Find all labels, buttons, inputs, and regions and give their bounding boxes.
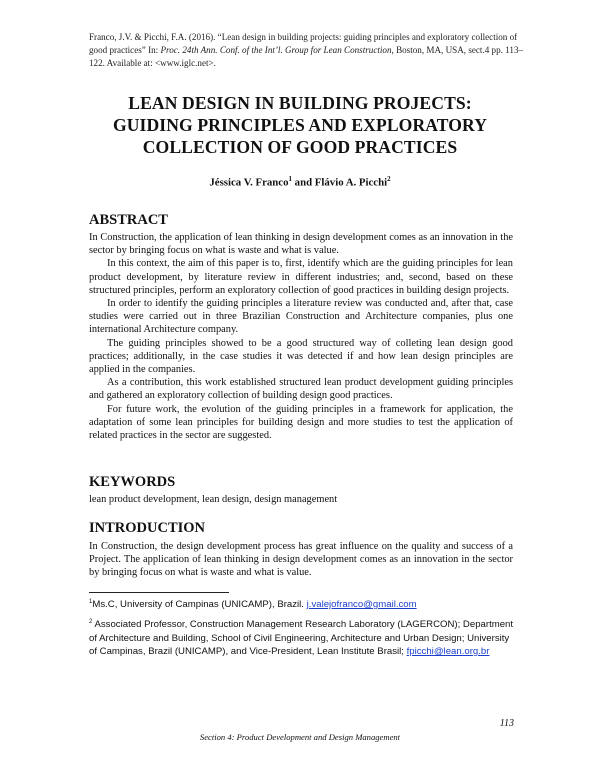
keywords-body [89,493,513,506]
abstract-heading: ABSTRACT [89,212,168,228]
author-name: Flávio A. Picchi [314,176,388,189]
citation-proceedings: Proc. 24th Ann. Conf. of the Int’l. Group for Lean Construction [160,44,392,55]
email-link[interactable]: j.valejofranco@gmail.com [306,599,417,611]
abstract-paragraph: In order to identify the guiding principles a literature review was conducted and, after that, case studies were carried out in three Brazilian Construction and Architecture companies, plus one international Architecture company. [89,298,513,336]
citation-text: Franco, J.V. & Picchi, F.A. (2016). “Lean design in building projects: guiding principles and exploratory collection of good practices” In: [89,32,518,55]
footnote-text: Ms.C, University of Campinas (UNICAMP), Brazil. [92,599,307,611]
footnote-number: 2 [89,619,93,625]
title-line: LEAN DESIGN IN BUILDING PROJECTS: [128,93,472,113]
introduction-body [89,540,513,580]
author-name: Jéssica V. Franco [209,176,289,189]
abstract-body [89,231,513,442]
author-line [60,175,540,189]
running-footer: Section 4: Product Development and Design Management [199,732,401,742]
abstract-paragraph: In Construction, the application of lean thinking in design development comes as an innovation in the sector by bringing focus on what is waste and what is value. [89,232,513,257]
paper-title [60,92,540,158]
title-line: COLLECTION OF GOOD PRACTICES [142,137,458,157]
abstract-paragraph: As a contribution, this work established structured lean product development guiding principles and gathered an exploratory collection of building design good practices. [89,377,513,402]
citation-text-end: , Boston, MA, USA, sect.4 pp. 113–122. Available at: <www.iglc.net>. [89,44,524,68]
page-number: 113 [499,718,514,729]
footnote-text: Associated Professor, Construction Management Research Laboratory (LAGERCON); Department of Architecture and Building, School of Civil Engineering, Architecture and Urban Design; University of Campinas, Brazil (UNICAMP), and Vice-President, Lean Institute Brasil; [89,619,514,657]
abstract-paragraph: The guiding principles showed to be a good structured way of colleting lean design good practices; additionally, in the case studies it was detected if and how lean design principles are applied in the companies. [89,337,513,376]
footnote-divider [89,592,229,593]
introduction-heading: INTRODUCTION [89,520,206,536]
abstract-paragraph: For future work, the evolution of the guiding principles in a framework for application, the adaptation of some lean principles for building design and more studies to test the application of related practices in the sector are suggested. [89,403,513,442]
footnote-2 [89,616,517,658]
citation-header [89,31,529,69]
keywords-text: lean product development, lean design, design management [89,494,338,505]
title-line: GUIDING PRINCIPLES AND EXPLORATORY [112,115,488,135]
footnote-1 [89,596,517,612]
abstract-paragraph: In this context, the aim of this paper is to, first, identify which are the guiding principles for lean product development, by literature review in different industries; and, second, based on these structured principles, perform an exploratory collection of good practices in building design projects. [89,258,513,296]
introduction-paragraph: In Construction, the design development process has great influence on the quality and success of a Project. The application of lean thinking in design development comes as an innovation in the sector by bringing focus on what is waste and what is value. [89,541,513,579]
footnote-number: 1 [89,599,93,605]
footnote-marker: 1 [288,175,292,183]
footnote-marker: 2 [387,175,391,183]
author-conjunction: and [291,176,315,189]
email-link[interactable]: fpicchi@lean.org.br [406,646,490,657]
keywords-heading: KEYWORDS [89,474,176,490]
